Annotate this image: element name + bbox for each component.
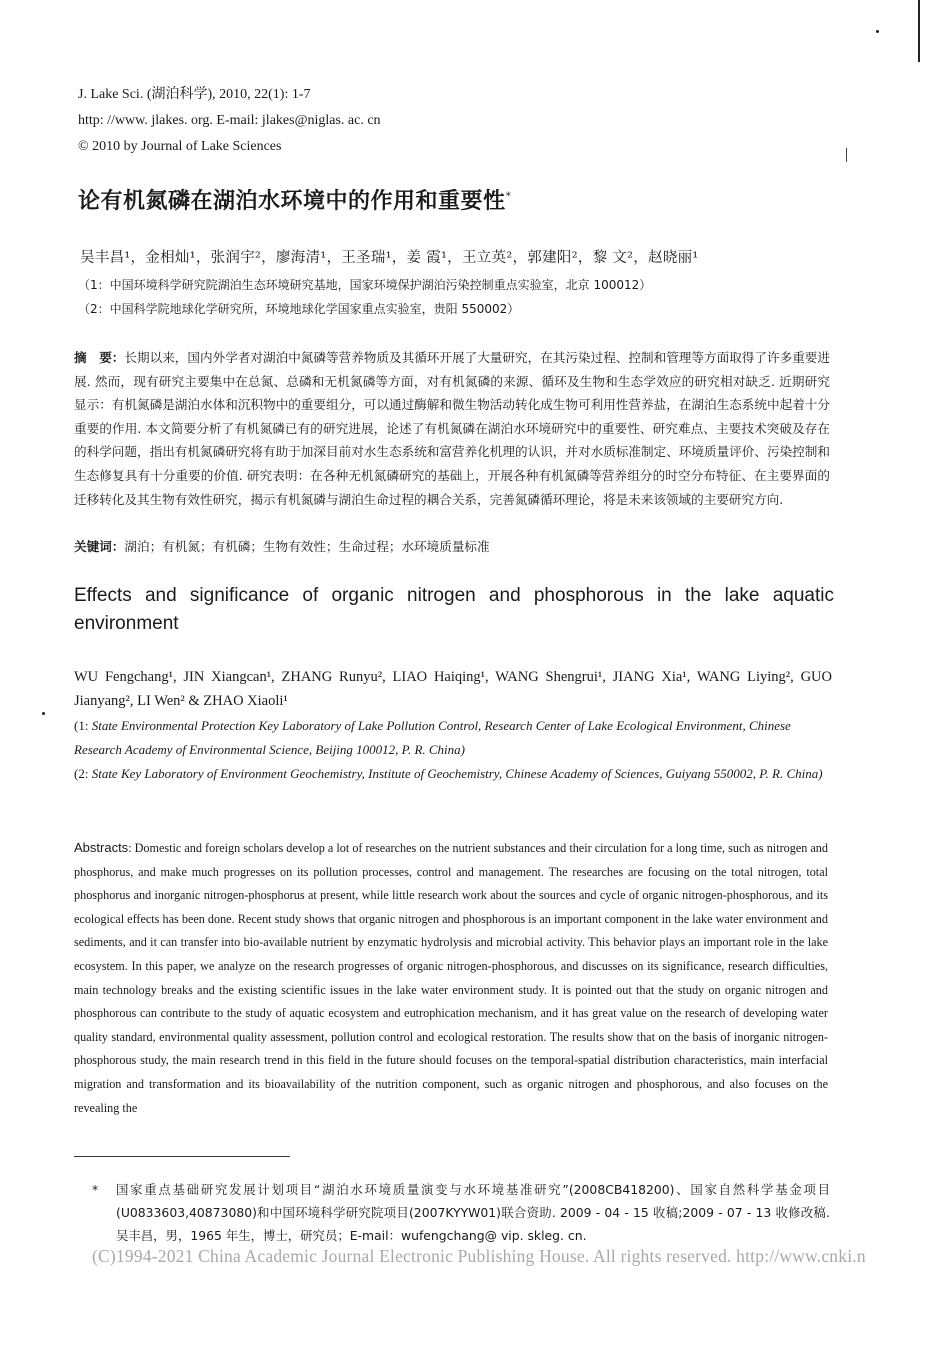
title-chinese-text: 论有机氮磷在湖泊水环境中的作用和重要性 xyxy=(78,189,506,214)
abstract-english xyxy=(74,836,828,1120)
keywords-chinese-text: 湖泊；有机氮；有机磷；生物有效性；生命过程；水环境质量标准 xyxy=(124,539,490,554)
footnote-text: 国家重点基础研究发展计划项目“湖泊水环境质量演变与水环境基准研究”(2008CB418200)、国家自然科学基金项目(U0833603,40873080)和中国环境科学研究院项目(2007KYYW01)联合资助. 2009 - 04 - 15 收稿;2009 - 07 - 13 收修改稿. 吴丰昌，男，1965 年生，博士，研究员；E-mail：wufengchang@ vip. skleg. cn. xyxy=(116,1182,830,1243)
scan-edge-line xyxy=(918,0,920,62)
affiliation-english-2-num: (2: xyxy=(74,766,89,781)
affiliation-english-1 xyxy=(74,714,830,762)
abstract-chinese-text: 长期以来，国内外学者对湖泊中氮磷等营养物质及其循环开展了大量研究，在其污染过程、控制和管理等方面取得了许多重要进展. 然而，现有研究主要集中在总氮、总磷和无机氮磷等方面，对有机氮磷的来源、循环及生物和生态学效应的研究相对缺乏. 近期研究显示：有机氮磷是湖泊水体和沉积物中的重要组分，可以通过酶解和微生物活动转化成生物可利用性营养盐，在湖泊生态系统中起着十分重要的作用. 本文简要分析了有机氮磷已有的研究进展，论述了有机氮磷在湖泊水环境研究中的重要性、研究难点、主要技术突破及存在的科学问题，指出有机氮磷研究将有助于加深目前对水生态系统和富营养化机理的认识，并对水质标准制定、环境质量评价、污染控制和生态修复具有十分重要的价值. 研究表明：在各种无机氮磷研究的基础上，开展各种有机氮磷等营养组分的时空分布特征、在主要界面的迁移转化及其生物有效性研究，揭示有机氮磷与湖泊生命过程的耦合关系，完善氮磷循环理论，将是未来该领域的主要研究方向. xyxy=(74,350,831,507)
scan-artifact-dot xyxy=(42,712,45,715)
publisher-watermark: (C)1994-2021 China Academic Journal Electronic Publishing House. All rights reserved. http://www.cnki.n xyxy=(92,1246,866,1266)
title-chinese xyxy=(78,184,512,215)
affiliation-chinese-2: （2：中国科学院地球化学研究所，环境地球化学国家重点实验室，贵阳 550002） xyxy=(78,302,520,316)
abstract-chinese xyxy=(74,346,830,511)
abstract-english-label: Abstracts xyxy=(74,840,129,855)
scan-artifact-line xyxy=(846,148,847,162)
abstract-chinese-label: 摘 要： xyxy=(74,350,125,365)
footnote-mark: * xyxy=(92,1182,99,1197)
affiliation-english-1-num: (1: xyxy=(74,718,89,733)
abstract-english-text: : Domestic and foreign scholars develop a lot of researches on the nutrient substances and their circulation for a long time, such as nitrogen and phosphorus, and make much progresses on its pollution processes, control and management. The researches are focusing on the total nitrogen, total phosphorus and inorganic nitrogen-phosphorus at present, while little research work about the sources and cycle of organic nitrogen-phosphorous, and its ecological effects has been done. Recent study shows that organic nitrogen and phosphorous is an important component in the lake water environment and sediments, and it can transfer into bio-available nutrient by enzymatic hydrolysis and microbial activity. This behavior plays an important role in the lake ecosystem. In this paper, we analyze on the research progresses of organic nitrogen-phosphorous, and discusses on its significance, research difficulties, main technology breaks and the existing scientific issues in the lake water environment study. It is pointed out that the study on organic nitrogen and phosphorous can contribute to the study of aquatic ecosystem and eutrophication mechanism, and it has great value on the research of developing water quality standard, environmental quality assessment, pollution control and ecological restoration. The results show that on the basis of inorganic nitrogen-phosphorous study, the main research trend in this field in the future should focuses on the temporal-spatial distribution characteristics, main interfacial migration and transformation and its bioavailability of the nutrition component, such as organic nitrogen and phosphorous, and also focuses on the revealing the xyxy=(74,841,828,1115)
journal-website: http: //www. jlakes. org. E-mail: jlakes@niglas. ac. cn xyxy=(78,113,381,128)
title-english: Effects and significance of organic nitrogen and phosphorous in the lake aquatic environment xyxy=(74,585,834,634)
authors-english: WU Fengchang¹, JIN Xiangcan¹, ZHANG Runyu², LIAO Haiqing¹, WANG Shengrui¹, JIANG Xia¹, WANG Liying², GUO Jianyang², LI Wen² & ZHAO Xiaoli¹ xyxy=(74,669,832,709)
scan-artifact-dot xyxy=(876,30,879,33)
footnote xyxy=(92,1178,830,1247)
keywords-chinese-label: 关键词： xyxy=(74,539,125,554)
affiliation-english-2-text: State Key Laboratory of Environment Geochemistry, Institute of Geochemistry, Chinese Academy of Sciences, Guiyang 550002, P. R. China) xyxy=(91,766,823,781)
affiliation-english-2 xyxy=(74,762,830,786)
title-footnote-mark: * xyxy=(505,189,512,203)
footnote-divider xyxy=(74,1156,290,1157)
affiliation-chinese-1: （1：中国环境科学研究院湖泊生态环境研究基地，国家环境保护湖泊污染控制重点实验室，北京 100012） xyxy=(78,278,652,292)
affiliation-english-1-text: State Environmental Protection Key Laboratory of Lake Pollution Control, Research Center of Lake Ecological Environment, Chinese Research Academy of Environmental Science, Beijing 100012, P. R. China) xyxy=(74,718,791,757)
authors-chinese: 吴丰昌¹，金相灿¹，张润宇²，廖海清¹，王圣瑞¹，姜 霞¹，王立英²，郭建阳²，黎 文²，赵晓丽¹ xyxy=(80,250,699,266)
journal-copyright: © 2010 by Journal of Lake Sciences xyxy=(78,139,282,154)
journal-header xyxy=(78,82,381,160)
journal-citation: J. Lake Sci. (湖泊科学), 2010, 22(1): 1-7 xyxy=(78,87,311,102)
keywords-chinese xyxy=(74,536,490,555)
